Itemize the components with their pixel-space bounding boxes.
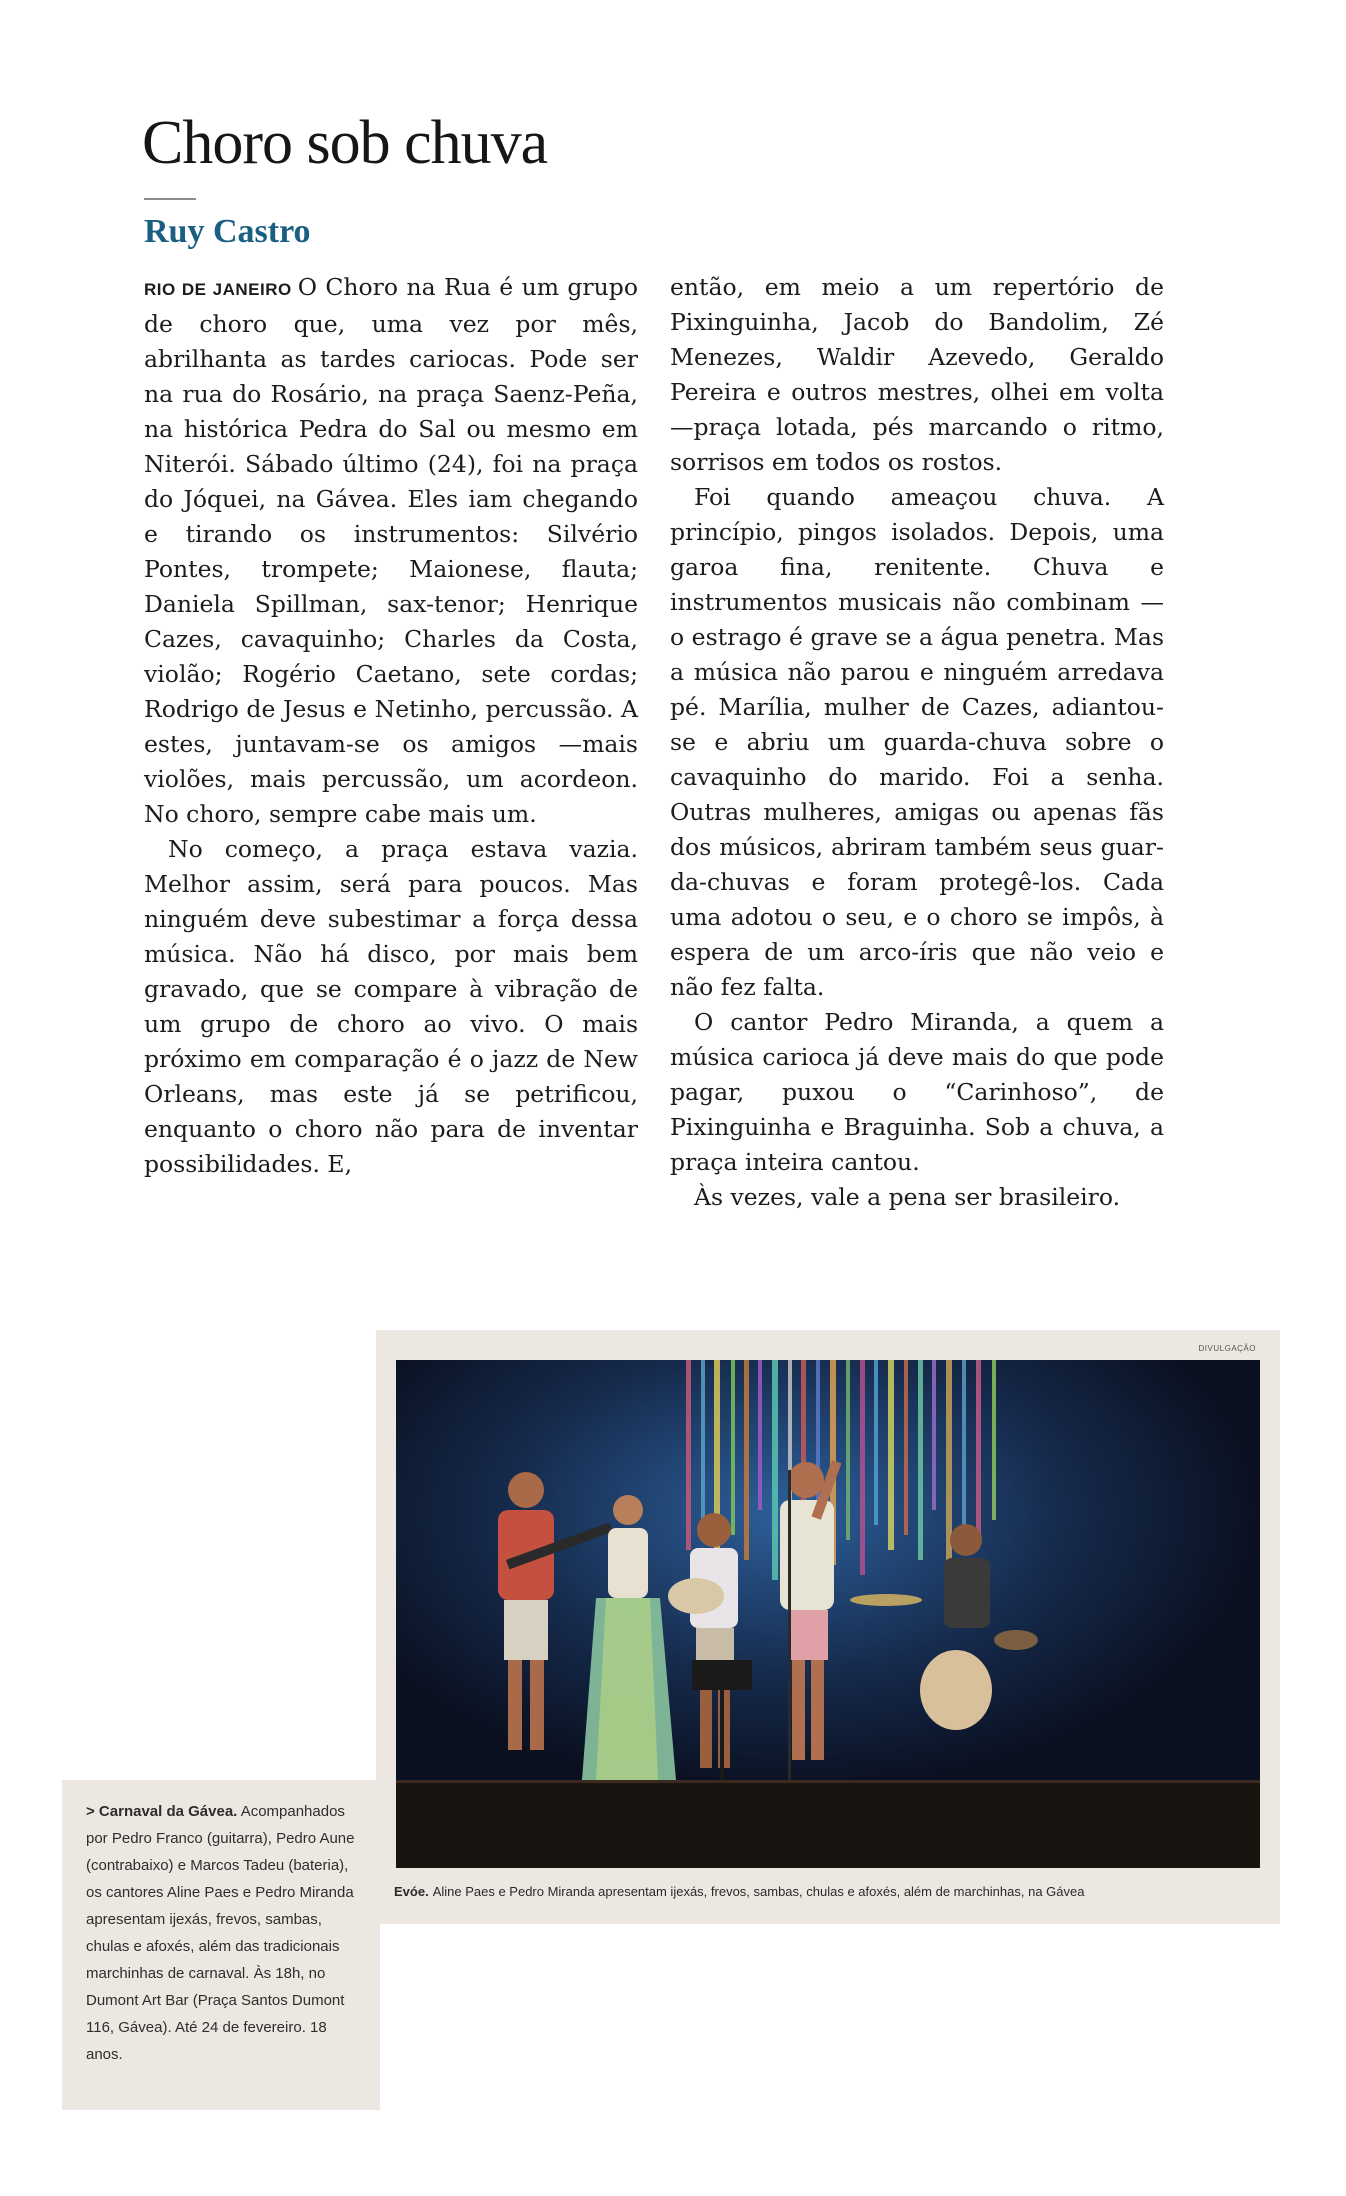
article-column-left <box>144 270 638 1182</box>
paragraph-5: Às vezes, vale a pena ser brasileiro. <box>694 1183 1121 1211</box>
headline: Choro sob chuva <box>142 109 548 177</box>
photo-caption <box>394 1884 1264 1899</box>
photo-credit: DIVULGAÇÃO <box>1198 1344 1256 1353</box>
photo-box <box>376 1330 1280 1924</box>
event-info-lead: > Carnaval da Gávea. <box>86 1803 238 1820</box>
photo-caption-lead: Evóe. <box>394 1884 429 1899</box>
article-column-right <box>670 270 1164 1215</box>
paragraph-1 <box>144 270 638 832</box>
paragraph-2: No começo, a praça estava vazia. Melhor assim, será para poucos. Mas ninguém deve subestimar a força dessa música. Não há disco, por mais bem gravado, que se compare à vibração de um grupo de choro ao vivo. O mais próximo em comparação é o jazz de New Orleans, mas este já se petrificou, enquanto o choro não para de inventar possibilidades. E, <box>144 835 638 1178</box>
paragraph-3: Foi quando ameaçou chuva. A princípio, pingos isolados. Depois, uma garoa fina, renitente. Chuva e instrumentos musicais não combinam —o estrago é grave se a água penetra. Mas a música não parou e ninguém arredava pé. Marília, mulher de Cazes, adiantou-se e abriu um guarda-chuva sobre o cavaquinho do marido. Foi a senha. Outras mulheres, amigas ou apenas fãs dos músicos, abriram também seus guarda-chuvas e foram protegê-los. Cada uma adotou o seu, e o choro se impôs, à espera de um arco-íris que não veio e não fez falta. <box>670 483 1164 1001</box>
dateline: RIO DE JANEIRO <box>144 280 292 299</box>
headline-rule <box>144 198 196 200</box>
event-info-text: Acompanhados por Pedro Franco (guitarra), Pedro Aune (contrabaixo) e Marcos Tadeu (bateria), os cantores Aline Paes e Pedro Miranda apresentam ijexás, frevos, sambas, chulas e afoxés, além das tradicionais marchinhas de carnaval. Às 18h, no Dumont Art Bar (Praça Santos Dumont 116, Gávea). Até 24 de fevereiro. 18 anos. <box>86 1803 355 2063</box>
band-photo <box>396 1360 1260 1868</box>
paragraph-4: O cantor Pedro Miranda, a quem a música carioca já deve mais do que pode pagar, puxou o “Carinhoso”, de Pixinguinha e Braguinha. Sob a chuva, a praça inteira cantou. <box>670 1008 1164 1176</box>
photo-caption-text: Aline Paes e Pedro Miranda apresentam ijexás, frevos, sambas, chulas e afoxés, além de marchinhas, na Gávea <box>432 1884 1085 1899</box>
paragraph-1-text: O Choro na Rua é um grupo de choro que, uma vez por mês, abrilhanta as tardes cariocas. Pode ser na rua do Rosário, na praça Saenz-Peña, na histórica Pedra do Sal ou mesmo em Niterói. Sábado último (24), foi na praça do Jóquei, na Gávea. Eles iam chegando e tirando os instrumentos: Silvério Pontes, trompete; Maionese, flauta; Daniela Spillman, sax-tenor; Henrique Cazes, cavaquinho; Charles da Costa, violão; Rogério Caetano, sete cordas; Rodrigo de Jesus e Netinho, percussão. A estes, juntavam-se os amigos —mais violões, mais percussão, um acordeon. No choro, sempre cabe mais um. <box>144 273 638 828</box>
paragraph-2-continued: então, em meio a um repertório de Pixinguinha, Jacob do Bandolim, Zé Menezes, Waldir Azevedo, Geraldo Pereira e outros mestres, olhei em volta —praça lotada, pés marcando o ritmo, sorrisos em todos os rostos. <box>670 273 1164 476</box>
byline: Ruy Castro <box>144 213 311 250</box>
event-info-box <box>62 1780 380 2110</box>
